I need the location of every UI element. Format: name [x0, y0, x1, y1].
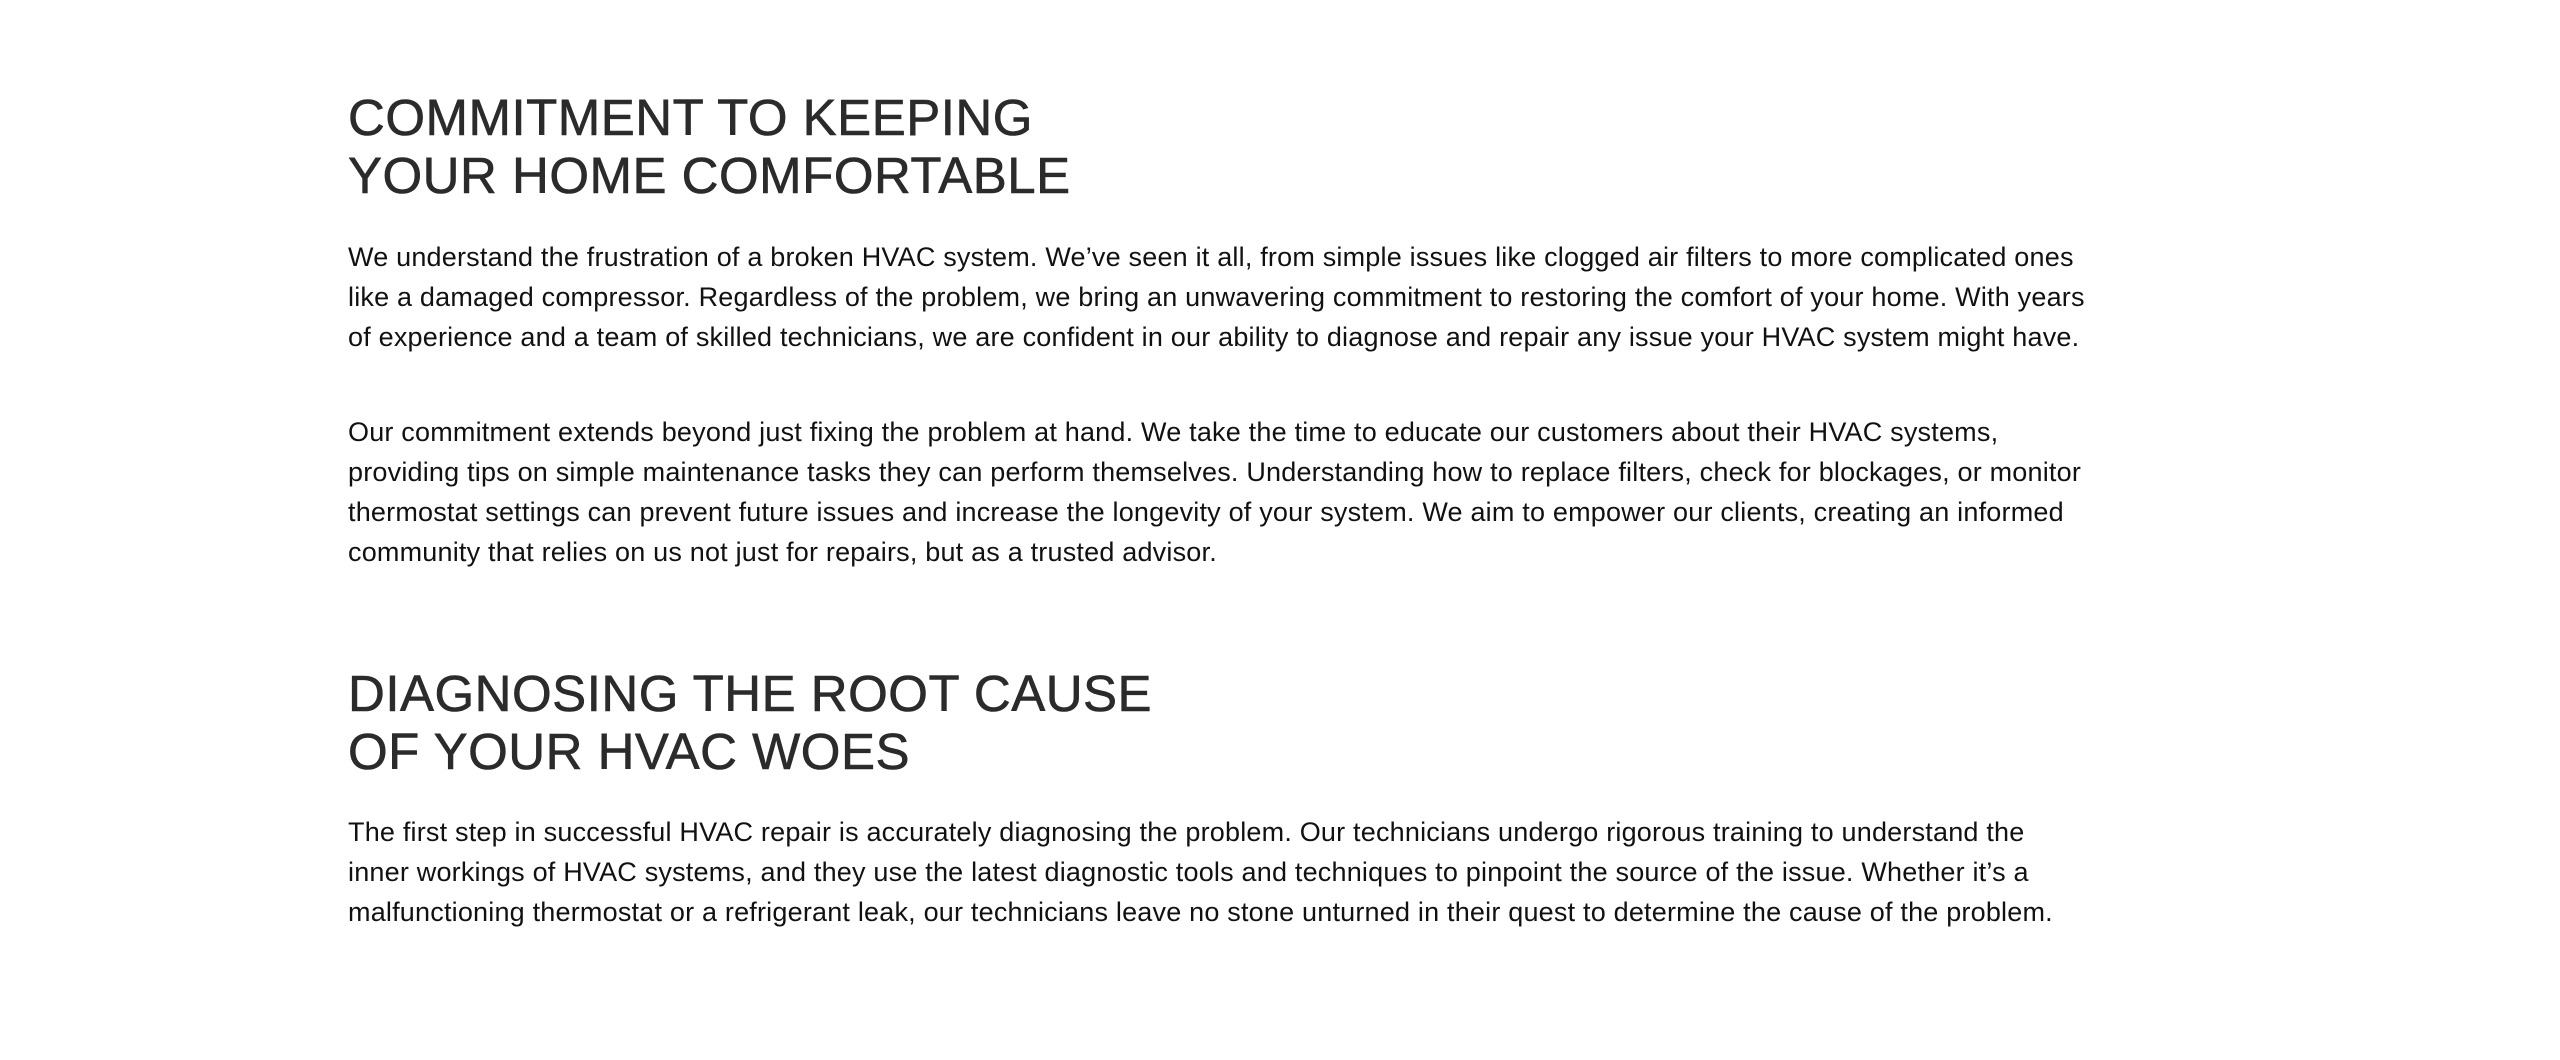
heading-line: COMMITMENT TO KEEPING: [348, 89, 1033, 146]
body-paragraph: We understand the frustration of a broken HVAC system. We’ve seen it all, from simple issues like clogged air filters to more complicated ones like a damaged compressor. Regardless of the problem, we bring an unwavering commitment to restoring the comfort of your home. With years of experience and a team of skilled technicians, we are confident in our ability to diagnose and repair any issue your HVAC system might have.: [348, 242, 2085, 352]
section-heading-commitment: [348, 89, 1071, 205]
body-paragraph: The first step in successful HVAC repair is accurately diagnosing the problem. Our technicians undergo rigorous training to understand the inner workings of HVAC systems, and they use the latest diagnostic tools and techniques to pinpoint the source of the issue. Whether it’s a malfunctioning thermostat or a refrigerant leak, our technicians leave no stone unturned in their quest to determine the cause of the problem.: [348, 817, 2053, 927]
body-paragraph: Our commitment extends beyond just fixing the problem at hand. We take the time to educate our customers about their HVAC systems, providing tips on simple maintenance tasks they can perform themselves. Understanding how to replace filters, check for blockages, or monitor thermostat settings can prevent future issues and increase the longevity of your system. We aim to empower our clients, creating an informed community that relies on us not just for repairs, but as a trusted advisor.: [348, 417, 2082, 567]
section-heading-diagnosing: [348, 665, 1152, 781]
heading-line: DIAGNOSING THE ROOT CAUSE: [348, 665, 1153, 722]
heading-line: YOUR HOME COMFORTABLE: [348, 147, 1071, 204]
heading-line: OF YOUR HVAC WOES: [348, 723, 911, 780]
